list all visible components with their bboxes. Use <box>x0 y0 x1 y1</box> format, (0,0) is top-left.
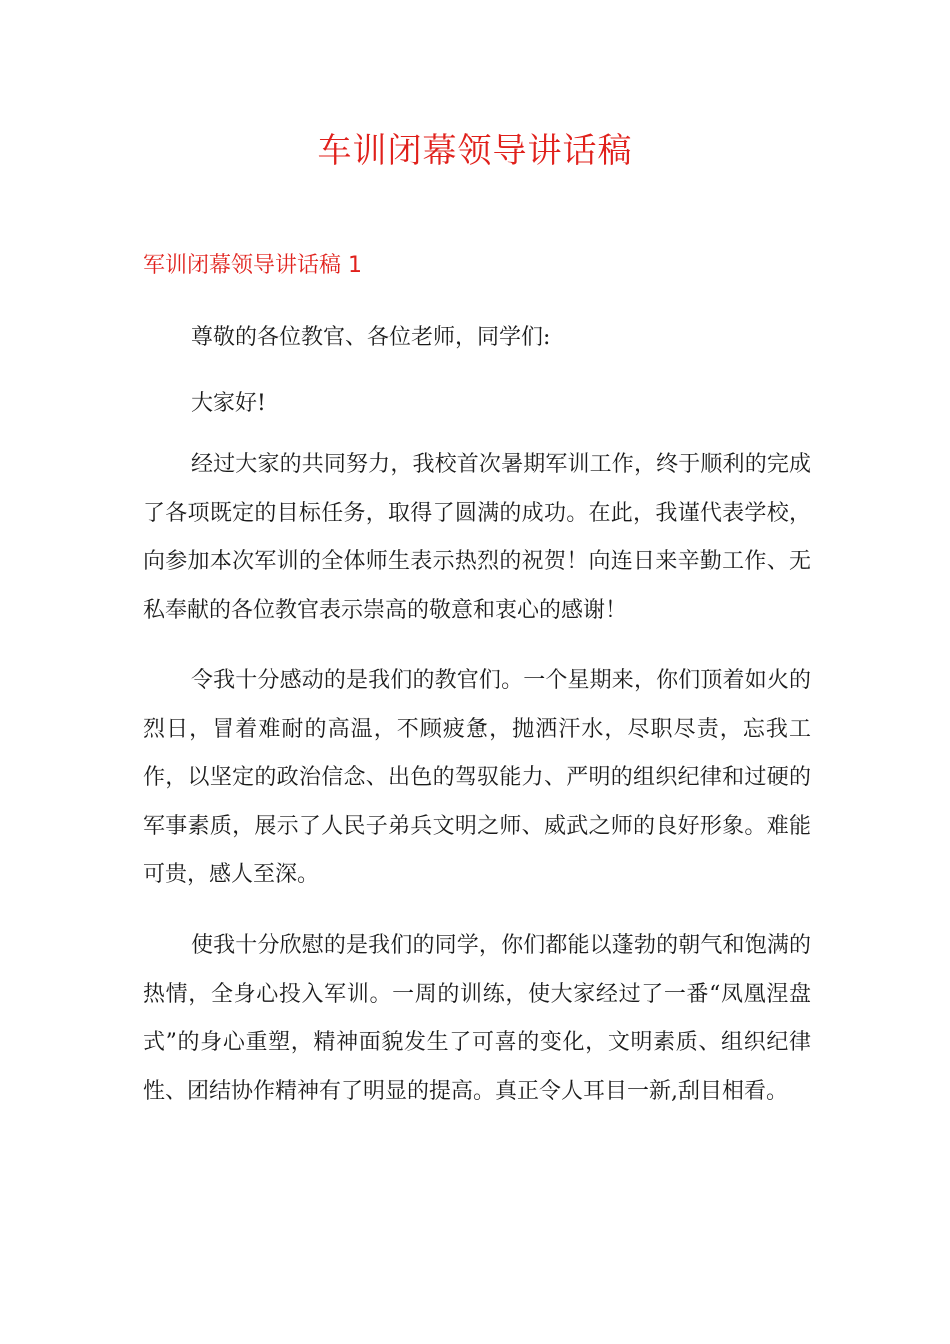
paragraph-body-3: 使我十分欣慰的是我们的同学，你们都能以蓬勃的朝气和饱满的热情，全身心投入军训。一周的训练，使大家经过了一番“凤凰涅盘式”的身心重塑，精神面貌发生了可喜的变化，文明素质、组织纪律性、团结协作精神有了明显的提高。真正令人耳目一新,刮目相看。 <box>143 933 811 1104</box>
paragraph-body-2: 令我十分感动的是我们的教官们。一个星期来，你们顶着如火的烈日，冒着难耐的高温，不顾疲惫，抛洒汗水，尽职尽责，忘我工作，以坚定的政治信念、出色的驾驭能力、严明的组织纪律和过硬的军事素质，展示了人民子弟兵文明之师、威武之师的良好形象。难能可贵，感人至深。 <box>143 668 811 887</box>
paragraph-hello: 大家好! <box>191 391 266 416</box>
paragraph-body-1: 经过大家的共同努力，我校首次暑期军训工作，终于顺利的完成了各项既定的目标任务，取得了圆满的成功。在此，我谨代表学校，向参加本次军训的全体师生表示热烈的祝贺！向连日来辛勤工作、无私奉献的各位教官表示崇高的敬意和衷心的感谢！ <box>143 452 811 623</box>
document-title: 车训闭幕领导讲话稿 <box>317 131 633 171</box>
section-heading: 军训闭幕领导讲话稿 1 <box>143 253 362 278</box>
paragraph-greeting: 尊敬的各位教官、各位老师，同学们: <box>191 325 551 350</box>
